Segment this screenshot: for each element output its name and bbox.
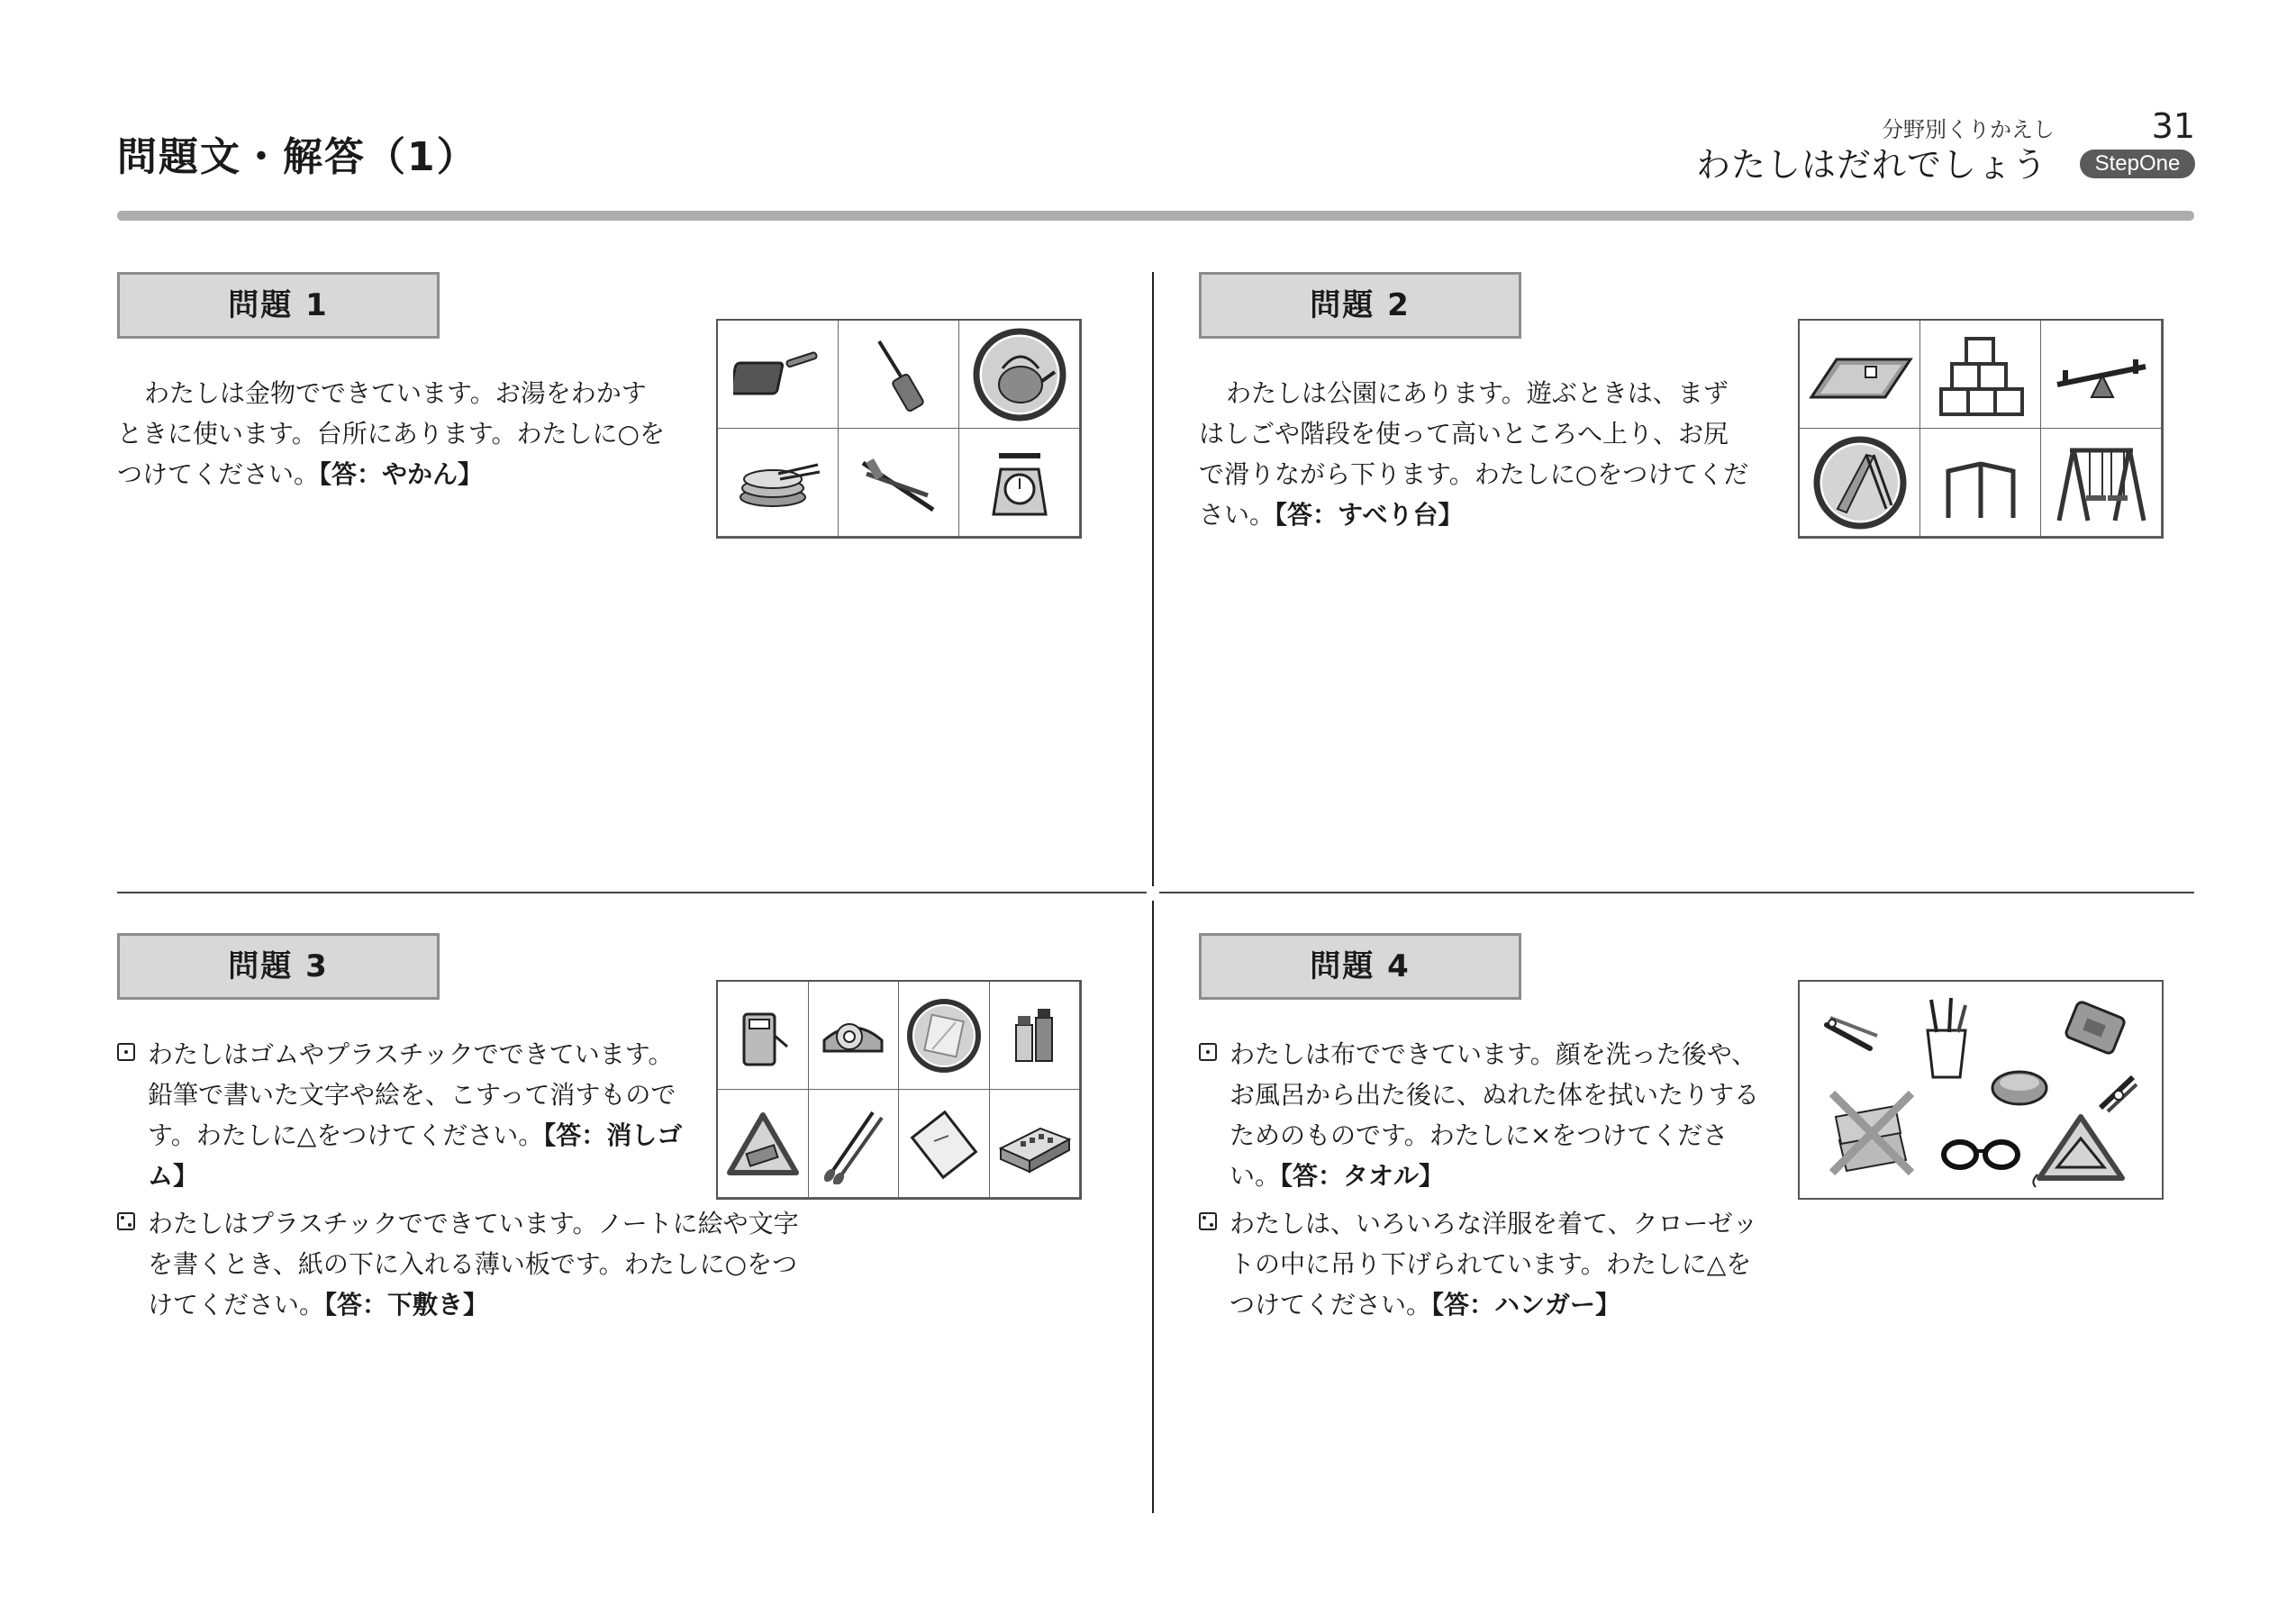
vertical-divider-bottom bbox=[1152, 901, 1154, 1513]
problem-2-image-grid bbox=[1798, 319, 2164, 539]
dice-two-icon bbox=[117, 1212, 135, 1230]
spatula-icon[interactable] bbox=[839, 321, 959, 429]
glasses-icon[interactable] bbox=[1944, 1142, 2018, 1167]
problem-2-text bbox=[1199, 373, 1753, 535]
problem-3-item-2-question: わたしはプラスチックでできています。ノートに絵や文字を書くとき、紙の下に入れる薄い板です。わたしに○をつけてください。 bbox=[148, 1209, 799, 1319]
problem-2-question: わたしは公園にあります。遊ぶときは、まずはしごや階段を使って高いところへ上り、お尻で滑りながら下ります。わたしに○をつけてください。 bbox=[1199, 378, 1749, 530]
paint-set-icon[interactable] bbox=[990, 1090, 1081, 1198]
problem-2-panel bbox=[1199, 272, 2163, 866]
problem-1-image-grid bbox=[716, 319, 1082, 539]
stacked-plates-icon[interactable] bbox=[718, 429, 839, 537]
problem-4-panel bbox=[1199, 933, 2163, 1510]
problem-4-item-1 bbox=[1199, 1034, 1766, 1196]
kettle-icon[interactable] bbox=[959, 321, 1080, 429]
problem-4-text bbox=[1199, 1034, 1766, 1325]
problem-3-title: 問題 3 bbox=[117, 933, 440, 1000]
clothespin-icon[interactable] bbox=[2101, 1077, 2137, 1111]
problem-1-panel bbox=[117, 272, 1081, 866]
problem-3-item-2-answer: 【答：下敷き】 bbox=[324, 1290, 489, 1319]
problem-3-item-1 bbox=[117, 1034, 685, 1196]
problem-2-title: 問題 2 bbox=[1199, 272, 1521, 339]
tape-dispenser-icon[interactable] bbox=[809, 982, 900, 1090]
step-badge: StepOne bbox=[2080, 150, 2195, 178]
problem-1-title: 問題 1 bbox=[117, 272, 440, 339]
problem-2-answer: 【答：すべり台】 bbox=[1275, 500, 1464, 530]
hanger-icon[interactable] bbox=[2033, 1117, 2122, 1187]
dice-two-icon bbox=[1199, 1212, 1217, 1230]
sponge-icon[interactable] bbox=[1992, 1072, 2046, 1104]
dice-one-icon bbox=[1199, 1043, 1217, 1061]
sandbox-icon[interactable] bbox=[1800, 321, 1920, 429]
problem-1-answer: 【答：やかん】 bbox=[319, 459, 484, 489]
toothbrush-cup-icon[interactable] bbox=[1928, 998, 1965, 1077]
horizontal-bar-icon[interactable] bbox=[1920, 429, 2041, 537]
kitchen-scale-icon[interactable] bbox=[959, 429, 1080, 537]
page-title: 問題文・解答（1） bbox=[117, 134, 478, 180]
towel-icon[interactable] bbox=[1832, 1093, 1911, 1173]
problem-3-item-1-answer: 【答：消しゴム】 bbox=[148, 1120, 683, 1191]
problem-4-item-2-question: わたしは、いろいろな洋服を着て、クローゼットの中に吊り下げられています。わたしに△をつけてください。 bbox=[1230, 1209, 1758, 1319]
glue-stick-icon[interactable] bbox=[990, 982, 1081, 1090]
header-rule bbox=[117, 211, 2194, 221]
frying-pan-icon[interactable] bbox=[718, 321, 839, 429]
notebook-icon[interactable] bbox=[899, 1090, 990, 1198]
nail-clipper-icon[interactable] bbox=[1827, 1018, 1877, 1048]
problem-3-text bbox=[117, 1034, 799, 1325]
wallet-icon[interactable] bbox=[2065, 1001, 2126, 1055]
problem-1-question: わたしは金物でできています。お湯をわかすときに使います。台所にあります。わたしに○をつけてください。 bbox=[117, 378, 665, 489]
dice-one-icon bbox=[117, 1043, 135, 1061]
chopsticks-icon[interactable] bbox=[839, 429, 959, 537]
brushes-icon[interactable] bbox=[809, 1090, 900, 1198]
problem-4-item-2-answer: 【答：ハンガー】 bbox=[1431, 1290, 1621, 1319]
problem-1-text bbox=[117, 373, 671, 494]
vertical-divider-top bbox=[1152, 272, 1154, 886]
eraser-icon[interactable] bbox=[718, 1090, 809, 1198]
pencil-sharpener-icon[interactable] bbox=[718, 982, 809, 1090]
problem-4-item-1-answer: 【答：タオル】 bbox=[1280, 1161, 1445, 1191]
jungle-gym-icon[interactable] bbox=[1920, 321, 2041, 429]
problem-3-panel bbox=[117, 933, 1081, 1510]
problem-4-item-1-question: わたしは布でできています。顔を洗った後や、お風呂から出た後に、ぬれた体を拭いたりするためのものです。わたしに×をつけてください。 bbox=[1230, 1039, 1760, 1191]
problem-4-title: 問題 4 bbox=[1199, 933, 1521, 1000]
pencil-board-icon[interactable] bbox=[899, 982, 990, 1090]
page-number: 31 bbox=[2151, 106, 2195, 146]
slide-icon[interactable] bbox=[1800, 429, 1920, 537]
problem-3-item-1-question: わたしはゴムやプラスチックでできています。鉛筆で書いた文字や絵を、こすって消すものです。わたしに△をつけてください。 bbox=[148, 1039, 676, 1150]
problem-4-item-2 bbox=[1199, 1203, 1766, 1325]
problem-4-image-box bbox=[1798, 980, 2164, 1200]
unit-title: わたしはだれでしょう bbox=[1695, 145, 2047, 185]
swing-icon[interactable] bbox=[2041, 429, 2162, 537]
problem-3-item-2 bbox=[117, 1203, 801, 1325]
problem-3-image-grid bbox=[716, 980, 1082, 1200]
unit-label: 分野別くりかえし bbox=[1882, 117, 2055, 142]
seesaw-icon[interactable] bbox=[2041, 321, 2162, 429]
